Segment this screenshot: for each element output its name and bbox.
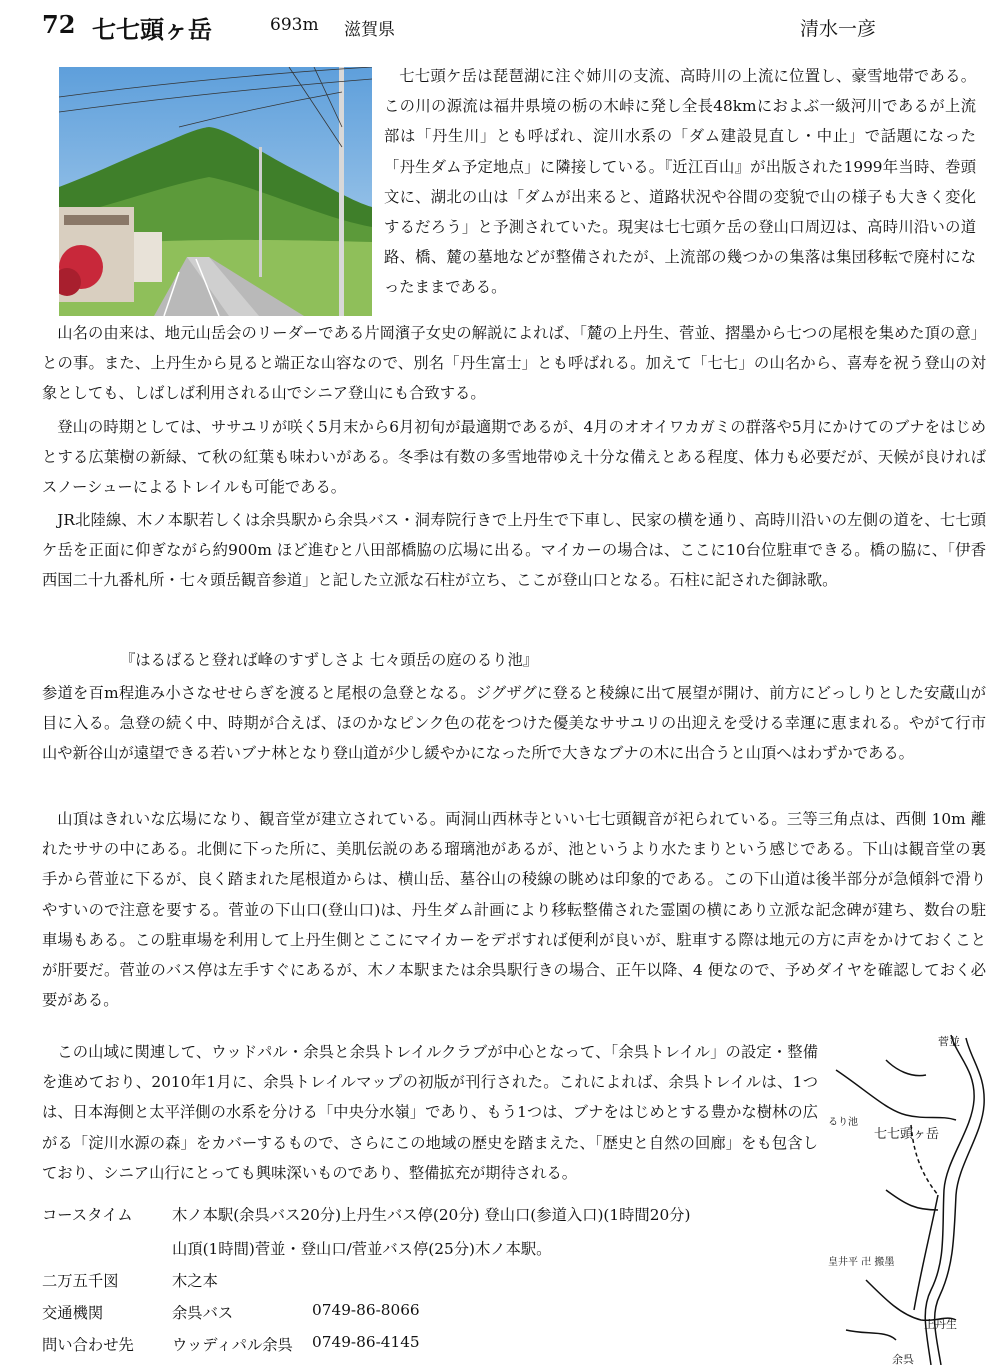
paragraph-summit: 山頂はきれいな広場になり、観音堂が建立されている。両洞山西林寺といい七七頭観音が祀られている。三等三角点は、西側 10m 離れたササの中にある。北側に下った所に、美肌伝説のある瑠璃池があるが、池というより水たまりという感じである。下山は観音堂の裏手から菅並に下るが、良く踏まれた尾根道からは、横山岳、墓谷山の稜線の眺めは印象的である。この下山道は後半部分が急傾斜で滑りやすいので注意を要する。菅並の下山口(登山口)は、丹生ダム計画により移転整備された霊園の横にあり立派な記念碑が建ち、数台の駐車場もある。この駐車場を利用して上丹生側とここにマイカーをデポすれば便利が良いが、駐車する際は地元の方に声をかけておくことが肝要だ。菅並のバス停は左手すぐにあるが、木ノ本駅または余呉駅行きの場合、正午以降、4 便なので、予めダイヤを確認しておく必要がある。 [42,810,986,1010]
contact-phone: 0749-86-4145 [312,1333,420,1351]
author: 清水一彦 [800,18,877,40]
header [42,8,972,44]
paragraph-season: 登山の時期としては、ササユリが咲く5月末から6月初旬が最適期であるが、4月のオオイワカガミの群落や5月にかけてのブナをはじめとする広葉樹の新緑、て秋の紅葉も味わいがある。冬季は有数の多雪地帯ゆえ十分な備えとある程度、体力も必要だが、天候が良ければスノーシューによるトレイルも可能である。 [42,418,986,497]
topo-map-value: 木之本 [172,1272,218,1290]
map-label-yogo: 余呉 [892,1353,914,1365]
transport-value: 余呉バス [172,1304,234,1322]
mountain-photo [59,67,372,316]
paragraph-name-origin: 山名の由来は、地元山岳会のリーダーである片岡濱子女史の解説によれば、「麓の上丹生、菅並、摺墨から七つの尾根を集めた頂の意」との事。また、上丹生から見ると端正な山容なので、別名「丹生富士」とも呼ばれる。加えて「七七」の山名から、喜寿を祝う登山の対象としても、しばしば利用される山でシニア登山にも合致する。 [42,324,986,403]
map-label-rurike: るり池 [828,1117,858,1128]
transport-phone: 0749-86-8066 [312,1301,420,1319]
paragraph-ascent: 参道を百m程進み小さなせせらぎを渡ると尾根の急登となる。ジグザグに登ると稜線に出て展望が開け、前方にどっしりとした安蔵山が目に入る。急登の続く中、時期が合えば、ほのかなピンク色の花をつけた優美なササユリの出迎えを受ける幸運に恵まれる。やがて行市山や新谷山が遠望できる若いブナ林となり登山道が少し緩やかになった所で大きなブナの木に出合うと山頂へはわずかである。 [42,684,986,763]
elevation: 693m [270,15,319,35]
map-label-suganami: 菅並 [938,1035,960,1048]
paragraph-access: JR北陸線、木ノ本駅若しくは余呉駅から余呉バス・洞寿院行きで上丹生で下車し、民家の横を通り、高時川沿いの左側の道を、七七頭ケ岳を正面に仰ぎながら約900m ほど進むと八田部橋脇の広場に出る。マイカーの場合は、ここに10台位駐車できる。橋の脇に、「伊香西国二十九番札所・七々頭岳観音参道」と記した立派な石柱が立ち、ここが登山口となる。石柱に記された御詠歌。 [42,511,986,590]
page-number: 72 [42,10,76,39]
transport-label: 交通機関 [42,1304,104,1322]
course-time-label: コースタイム [42,1206,133,1224]
paragraph-intro: 七七頭ケ岳は琵琶湖に注ぐ姉川の支流、高時川の上流に位置し、豪雪地帯である。この川の源流は福井県境の栃の木峠に発し全長48kmにおよぶ一級河川であるが上流部は「丹生川」とも呼ばれ、淀川水系の「ダム建設見直し・中止」で話題になった「丹生ダム予定地点」に隣接している。『近江百山』が出版された1999年当時、巻頭文に、湖北の山は「ダムが出来ると、道路状況や谷間の変貌で山の様子も大きく変化するだろう」と予測されていた。現実は七七頭ケ岳の登山口周辺は、高時川沿いの道路、橋、麓の墓地などが整備されたが、上流部の幾つかの集落は集団移転で廃村になったままである。 [384,67,976,297]
prefecture: 滋賀県 [344,20,395,40]
route-map [826,1030,986,1365]
map-label-summit: 七七頭ヶ岳 [874,1127,940,1142]
topo-map-label: 二万五千図 [42,1272,119,1290]
poem: 『はるばると登れば峰のすずしさよ 七々頭岳の庭のるり池』 [120,651,539,669]
page-title: 七七頭ヶ岳 [92,15,212,44]
map-label-kaminyu: 上丹生 [924,1318,957,1331]
paragraph-trail: この山域に関連して、ウッドパル・余呉と余呉トレイルクラブが中心となって、「余呉トレイル」の設定・整備を進めており、2010年1月に、余呉トレイルマップの初版が刊行された。これによれば、余呉トレイルは、1つは、日本海側と太平洋側の水系を分ける「中央分水嶺」であり、もう1つは、ブナをはじめとする豊かな樹林の広がる「淀川水源の森」をカバーするもので、さらにこの地域の歴史を踏まえた、「歴史と自然の回廊」をも包含しており、シニア山行にとっても興味深いものであり、整備拡充が期待される。 [42,1043,818,1182]
contact-value: ウッディパル余呉 [172,1336,293,1354]
course-time-line2: 山頂(1時間)菅並・登山口/菅並バス停(25分)木ノ本駅。 [172,1240,552,1258]
course-time-line1: 木ノ本駅(余呉バス20分)上丹生バス停(20分) 登山口(参道入口)(1時間20分) [172,1206,691,1224]
contact-label: 問い合わせ先 [42,1336,134,1354]
map-label-memorial: 皇井平 卍 搬墨 [828,1257,895,1268]
